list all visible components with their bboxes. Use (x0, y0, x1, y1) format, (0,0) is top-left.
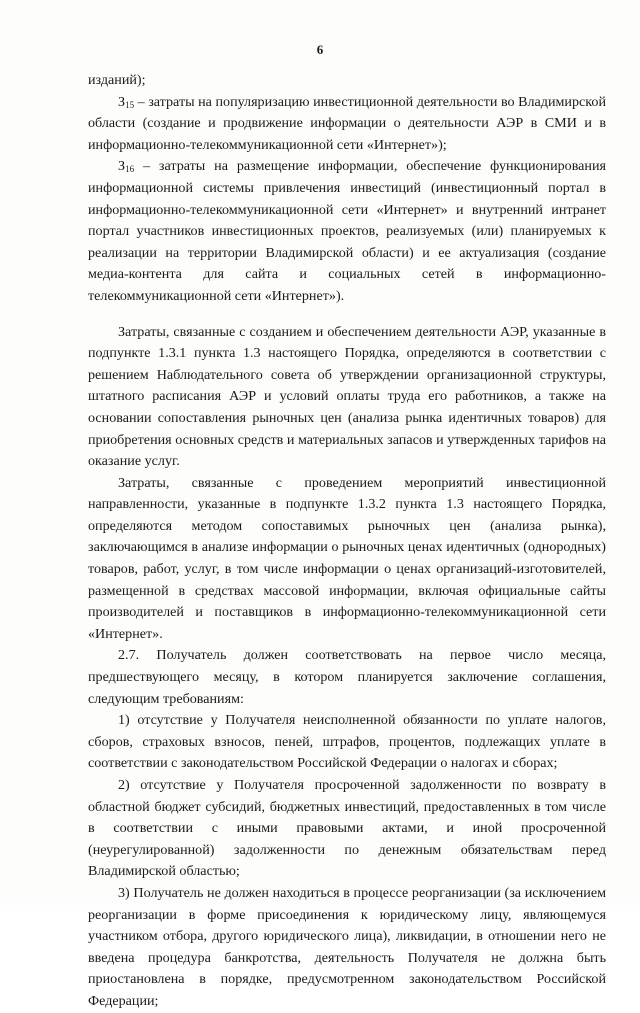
z15-text: – затраты на популяризацию инвестиционной деятельности во Владимирской области (создание и продвижение информации о деятельности АЭР в СМИ и в информационно-телекоммуникационной сети «Интернет»); (88, 93, 606, 153)
paragraph-requirement-2: 2) отсутствие у Получателя просроченной задолженности по возврату в областной бюджет субсидий, бюджетных инвестиций, предоставленных в том числе в соответствии с иными правовыми актами, и иной просроченной (неурегулированной) задолженности по денежным обязательствам перед Владимирской областью; (88, 777, 606, 880)
paragraph-z15 (88, 92, 606, 157)
z15-letter: З (118, 93, 126, 110)
z16-subscript: 16 (125, 164, 135, 175)
z16-letter: З (118, 158, 126, 175)
paragraph-investment-events-costs: Затраты, связанные с проведением мероприятий инвестиционной направленности, указанные в подпункте 1.3.2 пункта 1.3 настоящего Порядка, определяются методом сопоставимых рыночных цен (анализа рынка), заключающимся в анализе информации о рыночных ценах идентичных (однородных) товаров, работ, услуг, в том числе информации о ценах организаций-изготовителей, размещенной в средствах массовой информации, включая официальные сайты производителей и поставщиков в информационно-телекоммуникационной сети «Интернет». (88, 474, 606, 642)
paragraph-2-7-requirements: 2.7. Получатель должен соответствовать на первое число месяца, предшествующего месяцу, в котором планируется заключение соглашения, следующим требованиям: (88, 647, 606, 707)
z15-subscript: 15 (125, 99, 135, 110)
page-number: 6 (316, 42, 324, 57)
paragraph-izdaniy: изданий); (88, 72, 146, 88)
paragraph-requirement-1: 1) отсутствие у Получателя неисполненной обязанности по уплате налогов, сборов, страховых взносов, пеней, штрафов, процентов, подлежащих уплате в соответствии с законодательством Российской Федерации о налогах и сборах; (88, 712, 606, 772)
paragraph-z16 (88, 156, 606, 307)
paragraph-aer-costs: Затраты, связанные с созданием и обеспечением деятельности АЭР, указанные в подпункте 1.3.1 пункта 1.3 настоящего Порядка, определяются в соответствии с решением Наблюдательного совета об утверждении организационной структуры, штатного расписания АЭР и условий оплаты труда его работников, а также на основании сопоставления рыночных цен (анализа рынка идентичных товаров) для приобретения основных средств и материальных запасов и утвержденных тарифов на оказание услуг. (88, 323, 606, 470)
z16-text: – затраты на размещение информации, обеспечение функционирования информационной системы привлечения инвестиций (инвестиционный портал в информационно-телекоммуникационной сети «Интернет» и внутренний интранет портал участников инвестиционных проектов, реализуемых (или) планируемых к реализации на территории Владимирской области) и ее актуализация (создание медиа-контента для сайта и социальных сетей в информационно-телекоммуникационной сети «Интернет»). (88, 158, 606, 304)
paragraph-requirement-3: 3) Получатель не должен находиться в процессе реорганизации (за исключением реорганизации в форме присоединения к юридическому лицу, являющемуся участником отбора, другого юридического лица), ликвидации, в отношении него не введена процедура банкротства, деятельность Получателя не должна быть приостановлена в порядке, предусмотренном законодательством Российской Федерации; (88, 884, 606, 1009)
document-body (88, 70, 606, 1013)
